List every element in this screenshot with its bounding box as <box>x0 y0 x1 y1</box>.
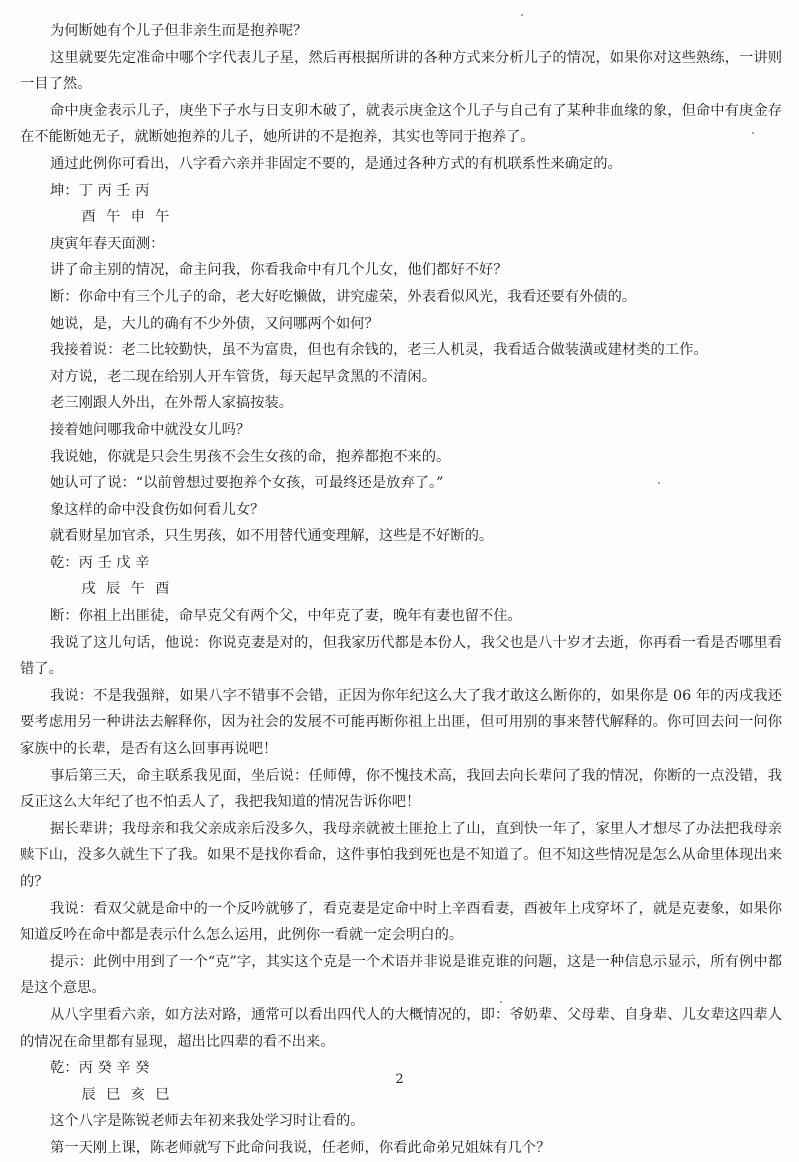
paragraph: 通过此例你可看出，八字看六亲并非固定不要的，是通过各种方式的有机联系性来确定的。 <box>50 155 622 172</box>
paragraph: 我说：不是我强辩，如果八字不错事不会错，正因为你年纪这么大了我才敢这么断你的，如果你是 06 年的丙戌我还要考虑用另一种讲法去解释你，因为社会的发展不可能再断你祖上出匪，但可用别的事来替代解释的。你可回去问一问你家族中的长辈，是否有这么回事再说吧！ <box>20 687 782 758</box>
paragraph: 接着她问哪我命中就没女儿吗？ <box>50 421 251 438</box>
paragraph: 对方说，老二现在给别人开车管货，每天起早贪黑的不清闲。 <box>50 368 437 385</box>
page-body <box>20 18 782 1162</box>
paragraph: 第一天刚上课，陈老师就写下此命问我说，任老师，你看此命弟兄姐妹有几个？ <box>50 1139 551 1156</box>
paragraph: 断：你命中有三个儿子的命，老大好吃懒做，讲究虚荣，外表看似风光，我看还要有外债的。 <box>50 288 637 305</box>
paragraph: 断：你祖上出匪徒，命早克父有两个父，中年克了妻，晚年有妻也留不住。 <box>50 608 522 625</box>
scan-speck <box>521 14 523 16</box>
paragraph: 象这样的命中没食伤如何看儿女？ <box>50 501 265 518</box>
paragraph: 为何断她有个儿子但非亲生而是抱养呢？ <box>50 23 308 39</box>
paragraph: 事后第三天，命主联系我见面，坐后说：任师傅，你不愧技术高，我回去向长辈问了我的情况，你断的一点没错，我反正这么大年纪了也不怕丢人了，我把我知道的情况告诉你吧！ <box>20 767 782 811</box>
paragraph: 我说了这儿句话，他说：你说克妻是对的，但我家历代都是本份人，我父也是八十岁才去逝，你再看一看是否哪里看错了。 <box>20 634 782 678</box>
paragraph: 这里就要先定准命中哪个字代表儿子星，然后再根据所讲的各种方式来分析儿子的情况，如果你对这些熟练，一讲则一目了然。 <box>20 49 782 93</box>
bazi-chart-row: 乾：丙 壬 戊 辛 <box>50 554 150 571</box>
bazi-chart-row: 酉 午 申 午 <box>81 209 173 226</box>
paragraph: 据长辈讲；我母亲和我父亲成亲后没多久，我母亲就被土匪抢上了山，直到快一年了，家里人才想尽了办法把我母亲赎下山，没多久就生下了我。如果不是找你看命，这件事怕我到死也是不知道了。但不知这些情况是怎么从命里体现出来的？ <box>20 820 782 890</box>
paragraph: 提示：此例中用到了一个“克”字，其实这个克是一个术语并非说是谁克谁的问题，这是一种信息示显示，所有例中都是这个意思。 <box>20 953 782 997</box>
scan-speck <box>752 132 754 134</box>
paragraph: 讲了命主别的情况，命主问我，你看我命中有几个儿女，他们都好不好？ <box>50 262 508 279</box>
paragraph: 老三刚跟人外出，在外帮人家搞按装。 <box>50 395 294 412</box>
paragraph: 从八字里看六亲，如方法对路，通常可以看出四代人的大概情况的，即：爷奶辈、父母辈、自身辈、儿女辈这四辈人的情况在命里都有显现，超出比四辈的看不出来。 <box>20 1006 782 1050</box>
paragraph: 庚寅年春天面测： <box>50 235 165 252</box>
bazi-chart-row: 坤：丁 丙 壬 丙 <box>50 182 150 199</box>
paragraph: 我说她，你就是只会生男孩不会生女孩的命，抱养都抱不来的。 <box>50 448 451 465</box>
scan-speck <box>500 1001 502 1003</box>
paragraph: 她说，是，大儿的确有不少外债，又问哪两个如何？ <box>50 315 379 332</box>
paragraph: 我接着说：老二比较勤快，虽不为富贵，但也有余钱的，老三人机灵，我看适合做装潢或建材类的工作。 <box>50 342 708 359</box>
bazi-chart-row: 辰 巳 亥 巳 <box>81 1086 173 1103</box>
paragraph: 命中庚金表示儿子，庚坐下子水与日支卯木破了，就表示庚金这个儿子与自己有了某种非血缘的象，但命中有庚金存在不能断她无子，就断她抱养的儿子，她所讲的不是抱养，其实也等同于抱养了。 <box>20 102 782 146</box>
paragraph: 就看财星加官杀，只生男孩，如不用替代通变理解，这些是不好断的。 <box>50 528 494 545</box>
bazi-chart-row: 戌 辰 午 酉 <box>81 581 173 598</box>
paragraph: 她认可了说：“以前曾想过要抱养个女孩，可最终还是放弃了。” <box>50 475 444 492</box>
paragraph: 我说：看双父就是命中的一个反吟就够了，看克妻是定命中时上辛酉看妻，酉被年上戌穿坏了，就是克妻象，如果你知道反吟在命中都是表示什么怎么运用，此例你一看就一定会明白的。 <box>20 900 782 944</box>
scan-speck <box>658 482 660 484</box>
paragraph: 这个八字是陈锐老师去年初来我处学习时让看的。 <box>50 1113 365 1130</box>
page-number: 2 <box>395 1072 404 1087</box>
bazi-chart-row: 乾：丙 癸 辛 癸 <box>50 1060 150 1077</box>
